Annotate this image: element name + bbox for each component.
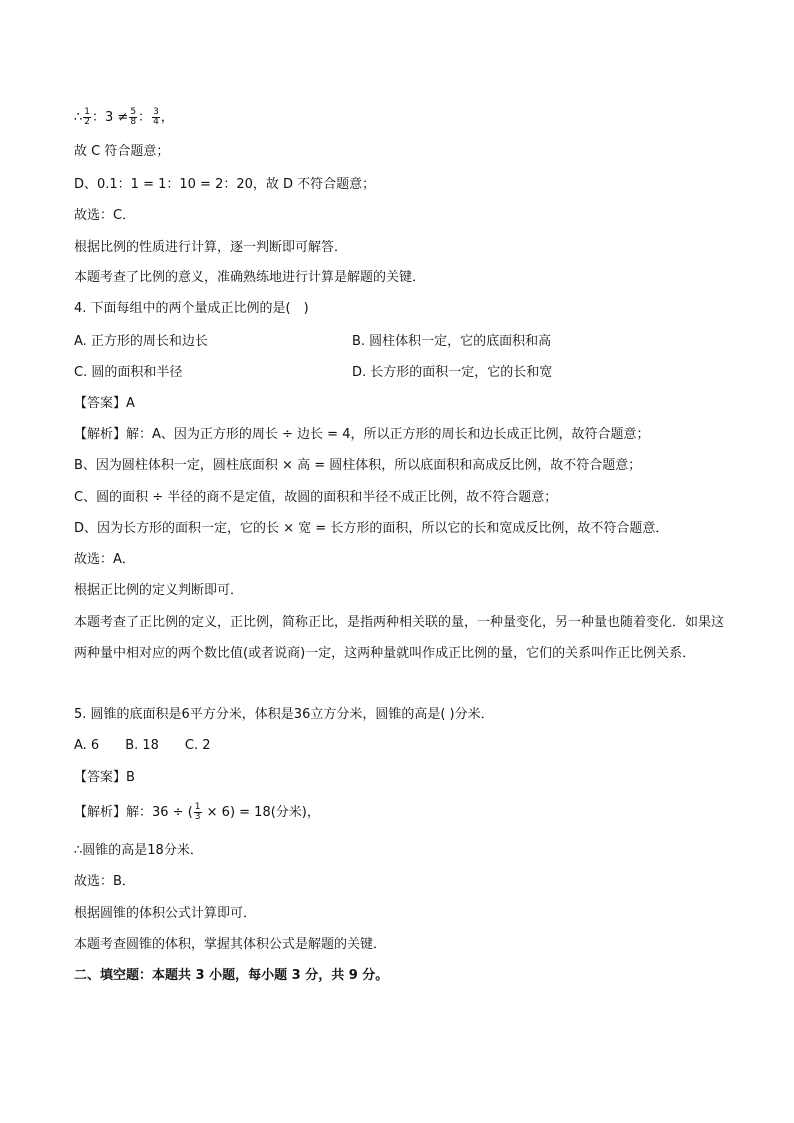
question-4-analysis-d: D、因为长方形的面积一定，它的长 × 宽 = 长方形的面积，所以它的长和宽成反比例，故不符合题意．	[74, 521, 669, 536]
question-4-choose: 故选：A．	[74, 552, 135, 567]
section-heading: 二、填空题：本题共 3 小题，每小题 3 分，共 9 分。	[74, 968, 389, 983]
ratio-inequality-line	[74, 108, 174, 128]
choose-c-line: 故选：C．	[74, 208, 136, 223]
fraction-denominator: 3	[194, 812, 201, 822]
fraction-denominator: 4	[153, 117, 159, 127]
ratio-colon: ：	[138, 110, 152, 125]
question-4-summary: 本题考查了正比例的定义，正比例，简称正比，是指两种相关联的量，一种量变化，另一种量也随着变化．如果这两种量中相对应的两个数比值(或者说商)一定，这两种量就叫作成正比例的量，它们的关系叫作正比例关系．	[74, 615, 725, 661]
question-4-analysis-c: C、圆的面积 ÷ 半径的商不是定值，故圆的面积和半径不成正比例，故不符合题意；	[74, 490, 558, 505]
question-5-analysis	[74, 803, 320, 823]
question-5-stem: 5. 圆锥的底面积是6平方分米，体积是36立方分米，圆锥的高是( )分米．	[74, 707, 494, 722]
fraction-1-2	[83, 108, 91, 127]
fraction-denominator: 2	[84, 117, 91, 127]
fraction-numerator: 3	[153, 107, 159, 117]
question-4-method: 根据正比例的定义判断即可．	[74, 583, 244, 598]
fraction-numerator: 1	[84, 107, 91, 117]
conclusion-c-line: 故 C 符合题意；	[74, 144, 170, 159]
fraction-3-4	[152, 108, 160, 127]
question-5-options: A. 6 B. 18 C. 2	[74, 738, 211, 753]
fraction-denominator: 8	[130, 117, 137, 127]
question-5-result: ∴圆锥的高是18分米．	[74, 843, 203, 858]
question-4-stem: 4. 下面每组中的两个量成正比例的是( )	[74, 301, 309, 316]
question-5-summary: 本题考查圆锥的体积，掌握其体积公式是解题的关键．	[74, 937, 387, 952]
option-d: D. 长方形的面积一定，它的长和宽	[352, 365, 553, 380]
analysis-prefix: 【解析】解：36 ÷ (	[74, 805, 193, 820]
question-5-choose: 故选：B．	[74, 874, 135, 889]
option-a: A. 正方形的周长和边长	[74, 334, 208, 349]
fraction-5-8	[129, 108, 137, 127]
ratio-middle-text: ：3 ≠	[92, 110, 129, 125]
fraction-1-3	[194, 803, 202, 822]
option-d-calculation-line: D、0.1：1 = 1：10 = 2：20，故 D 不符合题意；	[74, 177, 376, 192]
summary-line: 本题考查了比例的意义，准确熟练地进行计算是解题的关键．	[74, 270, 426, 285]
fraction-numerator: 5	[130, 107, 137, 117]
analysis-suffix: × 6) = 18(分米)，	[202, 805, 320, 820]
fraction-numerator: 1	[194, 802, 201, 812]
question-4-options-row-2	[74, 363, 734, 383]
question-4-analysis-a: 【解析】解：A、因为正方形的周长 ÷ 边长 = 4，所以正方形的周长和边长成正比例，故符合题意；	[74, 427, 650, 442]
option-c: C. 圆的面积和半径	[74, 365, 183, 380]
line-suffix: ，	[160, 110, 174, 125]
option-b: B. 圆柱体积一定，它的底面积和高	[352, 334, 552, 349]
question-4-options-row-1	[74, 332, 734, 352]
method-line: 根据比例的性质进行计算，逐一判断即可解答．	[74, 240, 348, 255]
question-5-method: 根据圆锥的体积公式计算即可．	[74, 906, 257, 921]
question-4-answer: 【答案】A	[74, 396, 135, 411]
question-4-analysis-b: B、因为圆柱体积一定，圆柱底面积 × 高 = 圆柱体积，所以底面积和高成反比例，故不符合题意；	[74, 458, 642, 473]
question-5-answer: 【答案】B	[74, 770, 135, 785]
therefore-symbol: ∴	[74, 110, 83, 125]
